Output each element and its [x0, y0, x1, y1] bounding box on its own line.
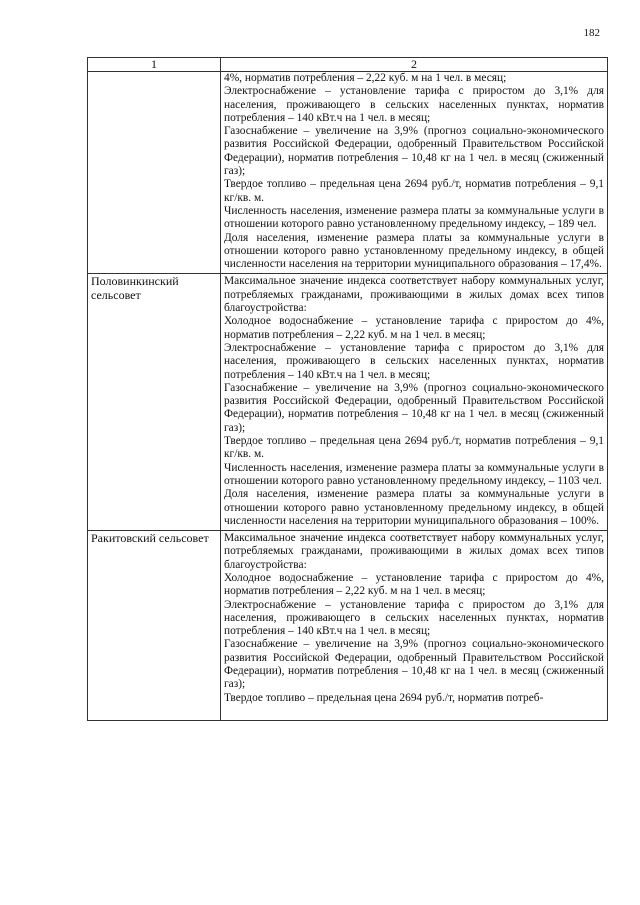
paragraph: Твердое топливо – предельная цена 2694 руб./т, норматив потребления – 9,1 кг/кв. м. [224, 435, 604, 461]
paragraph: 4%, норматив потребления – 2,22 куб. м на 1 чел. в месяц; [224, 72, 507, 84]
paragraph: Электроснабжение – установление тарифа с приростом до 3,1% для населения, проживающего в сельских населенных пунктах, норматив потребления – 140 кВт.ч на 1 чел. в месяц; [224, 341, 604, 381]
table-row [88, 274, 608, 531]
paragraph: Электроснабжение – установление тарифа с приростом до 3,1% для населения, проживающего в сельских населенных пунктах, норматив потребления – 140 кВт.ч на 1 чел. в месяц; [224, 598, 604, 638]
paragraph: Максимальное значение индекса соответствует набору коммунальных услуг, потребляемых гражданами, проживающими в жилых домах всех типов благоустройства: [224, 275, 604, 315]
paragraph: Численность населения, изменение размера платы за коммунальные услуги в отношении которого равно установленному предельному индексу, – 189 чел. [224, 204, 604, 231]
description-cell [221, 274, 608, 531]
paragraph: Доля населения, изменение размера платы за коммунальные услуги в отношении которого равно установленному предельному индексу, в общей численности населения на территории муниципального образования – 17,4%. [224, 231, 604, 271]
table-row [88, 531, 608, 721]
paragraph: Холодное водоснабжение – установление тарифа с приростом до 4%, норматив потребления – 2,22 куб. м на 1 чел. в месяц; [224, 315, 604, 341]
description-cell [221, 72, 608, 274]
document-table [87, 57, 608, 721]
municipality-name [88, 72, 221, 274]
paragraph: Численность населения, изменение размера платы за коммунальные услуги в отношении которого равно установленному предельному индексу, – 1103 чел. [224, 461, 604, 487]
paragraph: Максимальное значение индекса соответствует набору коммунальных услуг, потребляемых гражданами, проживающими в жилых домах всех типов благоустройства: [224, 532, 604, 571]
table-row [88, 72, 608, 274]
paragraph: Электроснабжение – установление тарифа с приростом до 3,1% для населения, проживающего в сельских населенных пунктах, норматив потребления – 140 кВт.ч на 1 чел. в месяц; [224, 85, 604, 124]
municipality-name: Ракитовский сельсовет [88, 531, 221, 721]
paragraph: Газоснабжение – увеличение на 3,9% (прогноз социально-экономического развития Российской Федерации, одобренный Правительством Российской Федерации), норматив потребления – 10,48 кг на 1 чел. в месяц (сжиженный газ); [224, 381, 604, 434]
page-number: 182 [583, 27, 600, 39]
paragraph: Холодное водоснабжение – установление тарифа с приростом до 4%, норматив потребления – 2,22 куб. м на 1 чел. в месяц; [224, 571, 604, 598]
paragraph: Газоснабжение – увеличение на 3,9% (прогноз социально-экономического развития Российской Федерации, одобренный Правительством Российской Федерации), норматив потребления – 10,48 кг на 1 чел. в месяц (сжиженный газ); [224, 638, 604, 691]
paragraph: Доля населения, изменение размера платы за коммунальные услуги в отношении которого равно установленному предельному индексу, в общей численности населения на территории муниципального образования – 100%. [224, 488, 604, 527]
column-header-2: 2 [221, 58, 608, 72]
paragraph: Твердое топливо – предельная цена 2694 руб./т, норматив потребления – 9,1 кг/кв. м. [224, 178, 604, 204]
table-header-row [88, 58, 608, 72]
municipality-name: Половинкинский сельсовет [88, 274, 221, 531]
column-header-1: 1 [88, 58, 221, 72]
paragraph: Твердое топливо – предельная цена 2694 руб./т, норматив потреб- [224, 691, 544, 704]
paragraph: Газоснабжение – увеличение на 3,9% (прогноз социально-экономического развития Российской Федерации, одобренный Правительством Российской Федерации), норматив потребления – 10,48 кг на 1 чел. в месяц (сжиженный газ); [224, 125, 604, 178]
description-cell [221, 531, 608, 721]
